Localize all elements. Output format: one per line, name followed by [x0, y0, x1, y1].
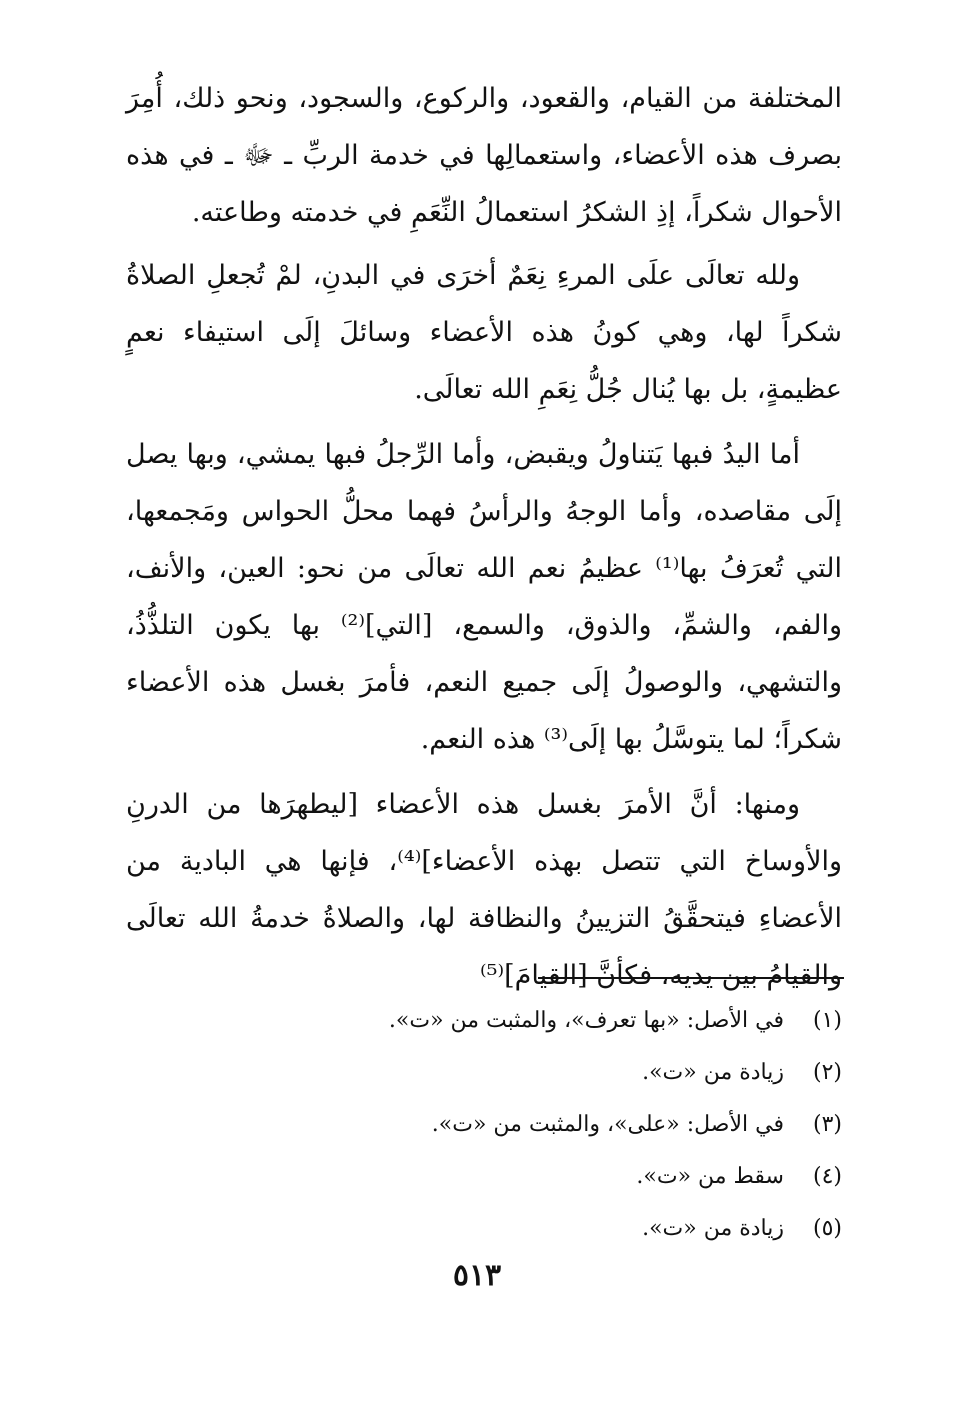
footnote-text: زيادة من «ت».: [642, 1060, 784, 1085]
footnote-number: (٤): [812, 1164, 842, 1189]
paragraph-1: المختلفة من القيام، والقعود، والركوع، والسجود، ونحو ذلك، أُمِرَ بصرف هذه الأعضاء، واستعمالِها في خدمة الربِّ ـ ﷻ ـ في هذه الأحوال شكراً، إذِ الشكرُ استعمالُ النِّعَمِ في خدمته وطاعته.: [126, 83, 842, 228]
footnote-item: [126, 1151, 842, 1203]
footnote-text: في الأصل: «على»، والمثبت من «ت».: [431, 1112, 784, 1137]
paragraph-2: ولله تعالَى علَى المرءِ نِعَمٌ أخرَى في البدنِ، لمْ تُجعلِ الصلاةُ شكراً لها، وهي كونُ هذه الأعضاء وسائلَ إلَى استيفاء نعمٍ عظيمةٍ، بل بها يُنال جُلُّ نِعَمِ الله تعالَى.: [126, 260, 842, 405]
footnote-number: (٣): [812, 1112, 842, 1137]
footnote-item: [126, 1099, 842, 1151]
page-number: ٥١٣: [452, 1258, 502, 1293]
footnotes-list: [126, 995, 842, 1255]
paragraph-3: أما اليدُ فبها يَتناولُ ويقبض، وأما الرِّجلُ فبها يمشي، وبها يصل إلَى مقاصده، وأما الوجهُ والرأسُ فهما محلُّ الحواس ومَجمعها، التي تُعرَفُ بها⁽¹⁾ عظيمُ نعم الله تعالَى من نحو: العين، والأنف، والفم، والشمِّ، والذوق، والسمع، [التي]⁽²⁾ بها يكون التلذُّذُ، والتشهي، والوصولُ إلَى جميع النعم، فأمرَ بغسل هذه الأعضاء شكراً؛ لما يتوسَّلُ بها إلَى⁽³⁾ هذه النعم.: [126, 439, 842, 755]
footnote-divider: [538, 977, 844, 979]
footnote-number: (٥): [812, 1216, 842, 1241]
footnote-number: (١): [812, 1008, 842, 1033]
main-text: [126, 70, 842, 1004]
paragraph-4: ومنها: أنَّ الأمرَ بغسل هذه الأعضاء [ليطهرَها من الدرنِ والأوساخ التي تتصل بهذه الأعضاء]⁽⁴⁾، فإنها هي البادية من الأعضاءِ فيتحقَّقُ التزيينُ والنظافة لها، والصلاةُ خدمةُ الله تعالَى والقيامُ بين يديه، فكأنَّ [القيامَ]⁽⁵⁾: [126, 789, 843, 991]
footnote-text: زيادة من «ت».: [642, 1216, 784, 1241]
footnote-text: في الأصل: «بها تعرف»، والمثبت من «ت».: [388, 1008, 784, 1033]
footnote-item: [126, 1047, 842, 1099]
footnote-number: (٢): [812, 1060, 842, 1085]
footnote-text: سقط من «ت».: [636, 1164, 784, 1189]
footnote-item: [126, 1203, 842, 1255]
footnote-item: [126, 995, 842, 1047]
